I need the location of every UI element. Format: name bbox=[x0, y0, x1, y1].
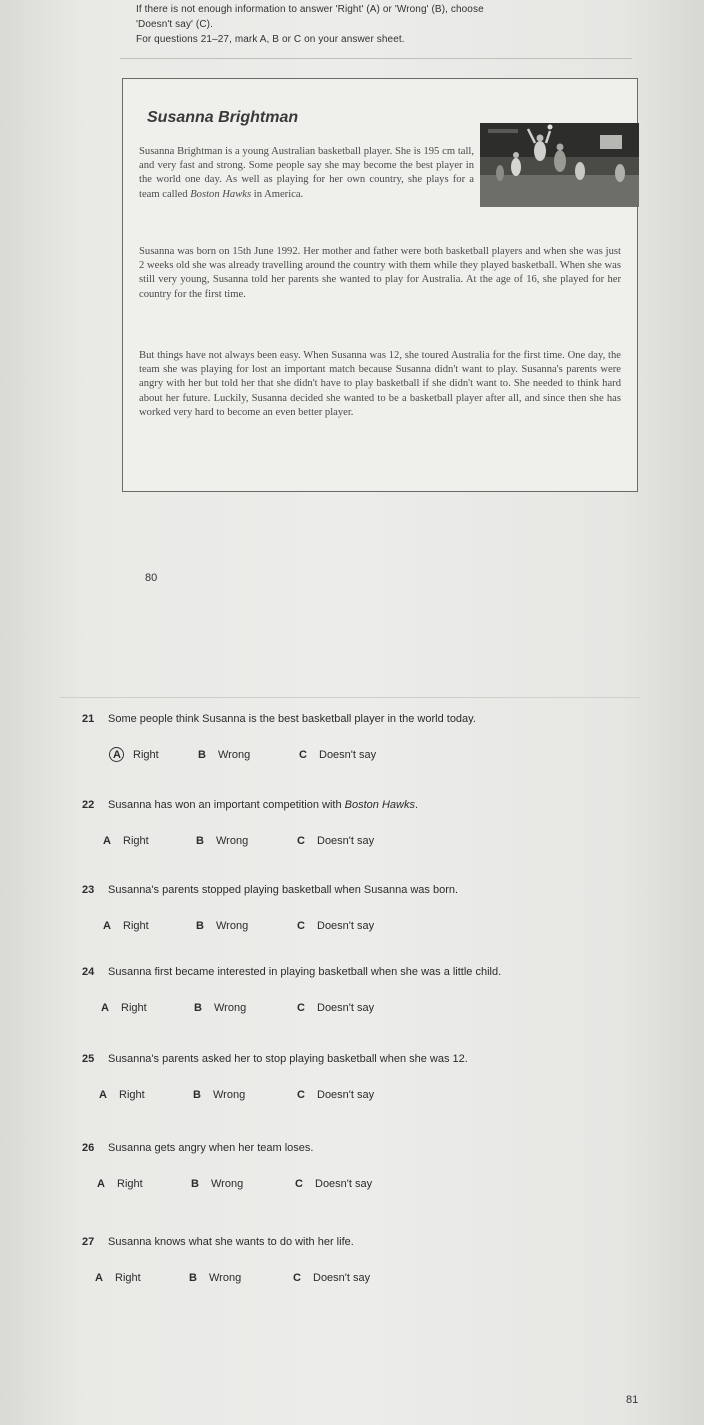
option-letter: B bbox=[196, 920, 204, 932]
question-text: Susanna knows what she wants to do with her life. bbox=[108, 1236, 354, 1248]
question-text: Susanna first became interested in playing basketball when she was a little child. bbox=[108, 966, 502, 978]
option-c-q24[interactable] bbox=[297, 1002, 374, 1014]
question-number: 27 bbox=[82, 1236, 95, 1248]
option-label: Right bbox=[121, 1002, 147, 1014]
team-name: Boston Hawks bbox=[190, 188, 252, 200]
basketball-game-photo bbox=[480, 123, 639, 207]
question-23 bbox=[82, 884, 458, 896]
option-label: Wrong bbox=[213, 1089, 246, 1101]
option-letter: B bbox=[189, 1272, 197, 1284]
option-letter: B bbox=[193, 1089, 201, 1101]
question-number: 22 bbox=[82, 799, 95, 811]
option-label: Right bbox=[117, 1178, 143, 1190]
option-label: Right bbox=[123, 920, 149, 932]
instructions-line-1: If there is not enough information to answer 'Right' (A) or 'Wrong' (B), choose bbox=[136, 4, 484, 15]
question-text: Susanna has won an important competition with bbox=[108, 799, 342, 811]
question-number: 23 bbox=[82, 884, 95, 896]
option-label: Wrong bbox=[218, 749, 251, 761]
question-text: Susanna gets angry when her team loses. bbox=[108, 1142, 314, 1154]
question-22 bbox=[82, 799, 418, 811]
paragraph-3: But things have not always been easy. When Susanna was 12, she toured Australia for the first time. One day, the team she was playing for lost an important match because Susanna didn't want to play. Susanna's parents were angry with her but told her that she didn't have to play basketball if she didn't want to. She needed to think hard about her future. Luckily, Susanna decided she wanted to be a basketball player after all, and since then she has worked very hard to become an even better player. bbox=[139, 350, 621, 418]
paragraph-1-text: Susanna Brightman is a young Australian basketball player. She is 195 cm tall, and very fast and strong. Some people say she may become the best player in the world one day. As well as playing for her own country, she plays for a team called bbox=[139, 146, 474, 200]
option-label: Doesn't say bbox=[317, 1089, 375, 1101]
question-27 bbox=[82, 1236, 354, 1248]
instructions-line-2: 'Doesn't say' (C). bbox=[136, 19, 213, 30]
divider bbox=[120, 58, 632, 59]
option-label: Wrong bbox=[209, 1272, 242, 1284]
option-letter: C bbox=[293, 1272, 301, 1284]
article-title: Susanna Brightman bbox=[147, 109, 299, 126]
option-a-q27[interactable] bbox=[95, 1272, 141, 1284]
option-letter: C bbox=[295, 1178, 303, 1190]
page-number: 80 bbox=[145, 572, 158, 584]
option-label: Wrong bbox=[216, 835, 249, 847]
option-letter: B bbox=[196, 835, 204, 847]
question-text-italic: Boston Hawks bbox=[344, 799, 415, 811]
option-c-q22[interactable] bbox=[297, 835, 374, 847]
option-label: Doesn't say bbox=[317, 1002, 375, 1014]
option-label: Right bbox=[123, 835, 149, 847]
option-letter: A bbox=[95, 1272, 103, 1284]
option-label: Doesn't say bbox=[317, 835, 375, 847]
page-number: 81 bbox=[626, 1394, 639, 1406]
instructions-line-3: For questions 21–27, mark A, B or C on your answer sheet. bbox=[136, 34, 405, 45]
option-letter: A bbox=[101, 1002, 109, 1014]
option-label: Doesn't say bbox=[315, 1178, 373, 1190]
option-label: Wrong bbox=[214, 1002, 247, 1014]
option-label: Wrong bbox=[211, 1178, 244, 1190]
option-b-q22[interactable] bbox=[196, 835, 248, 847]
option-a-q24[interactable] bbox=[101, 1002, 147, 1014]
option-c-q21[interactable] bbox=[299, 749, 376, 761]
paragraph-1 bbox=[139, 145, 474, 202]
option-letter: B bbox=[191, 1178, 199, 1190]
option-label: Right bbox=[133, 749, 159, 761]
answer-mark-circle bbox=[109, 747, 124, 762]
option-letter: A bbox=[97, 1178, 105, 1190]
option-letter: C bbox=[297, 920, 305, 932]
option-label: Doesn't say bbox=[319, 749, 377, 761]
option-letter: B bbox=[194, 1002, 202, 1014]
reading-text-box bbox=[122, 78, 638, 492]
option-letter: C bbox=[297, 1002, 305, 1014]
option-label: Wrong bbox=[216, 920, 249, 932]
option-a-q23[interactable] bbox=[103, 920, 149, 932]
option-b-q24[interactable] bbox=[194, 1002, 246, 1014]
question-24 bbox=[82, 966, 501, 978]
option-c-q23[interactable] bbox=[297, 920, 374, 932]
option-label: Right bbox=[115, 1272, 141, 1284]
option-c-q26[interactable] bbox=[295, 1178, 372, 1190]
option-letter: A bbox=[99, 1089, 107, 1101]
option-a-q26[interactable] bbox=[97, 1178, 143, 1190]
question-25 bbox=[82, 1053, 468, 1065]
question-26 bbox=[82, 1142, 313, 1154]
paragraph-2: Susanna was born on 15th June 1992. Her mother and father were both basketball players and when she was just 2 weeks old she was already travelling around the country with them while they played basketball. When she was still very young, Susanna told her parents she wanted to play for Australia. At the age of 16, she played for her country for the first time. bbox=[139, 246, 621, 300]
photo-image bbox=[480, 123, 639, 207]
option-letter: A bbox=[103, 835, 111, 847]
option-label: Doesn't say bbox=[317, 920, 375, 932]
question-number: 24 bbox=[82, 966, 95, 978]
option-label: Right bbox=[119, 1089, 145, 1101]
question-number: 26 bbox=[82, 1142, 95, 1154]
option-b-q27[interactable] bbox=[189, 1272, 241, 1284]
divider bbox=[60, 697, 640, 698]
option-a-q22[interactable] bbox=[103, 835, 149, 847]
option-letter: C bbox=[297, 1089, 305, 1101]
option-letter: A bbox=[113, 749, 121, 761]
question-text-end: . bbox=[414, 799, 419, 811]
option-b-q25[interactable] bbox=[193, 1089, 245, 1101]
question-text: Some people think Susanna is the best basketball player in the world today. bbox=[108, 713, 476, 725]
question-text: Susanna's parents stopped playing basketball when Susanna was born. bbox=[108, 884, 459, 896]
question-number: 25 bbox=[82, 1053, 95, 1065]
option-letter: C bbox=[299, 749, 307, 761]
question-21 bbox=[82, 713, 476, 725]
option-label: Doesn't say bbox=[313, 1272, 371, 1284]
option-letter: A bbox=[103, 920, 111, 932]
option-b-q21[interactable] bbox=[198, 749, 250, 761]
paragraph-1-end: in America. bbox=[253, 188, 304, 200]
option-b-q23[interactable] bbox=[196, 920, 248, 932]
question-number: 21 bbox=[82, 713, 95, 725]
option-c-q25[interactable] bbox=[297, 1089, 374, 1101]
option-c-q27[interactable] bbox=[293, 1272, 370, 1284]
question-text: Susanna's parents asked her to stop playing basketball when she was 12. bbox=[108, 1053, 468, 1065]
option-letter: C bbox=[297, 835, 305, 847]
option-b-q26[interactable] bbox=[191, 1178, 243, 1190]
option-letter: B bbox=[198, 749, 206, 761]
option-a-q25[interactable] bbox=[99, 1089, 145, 1101]
